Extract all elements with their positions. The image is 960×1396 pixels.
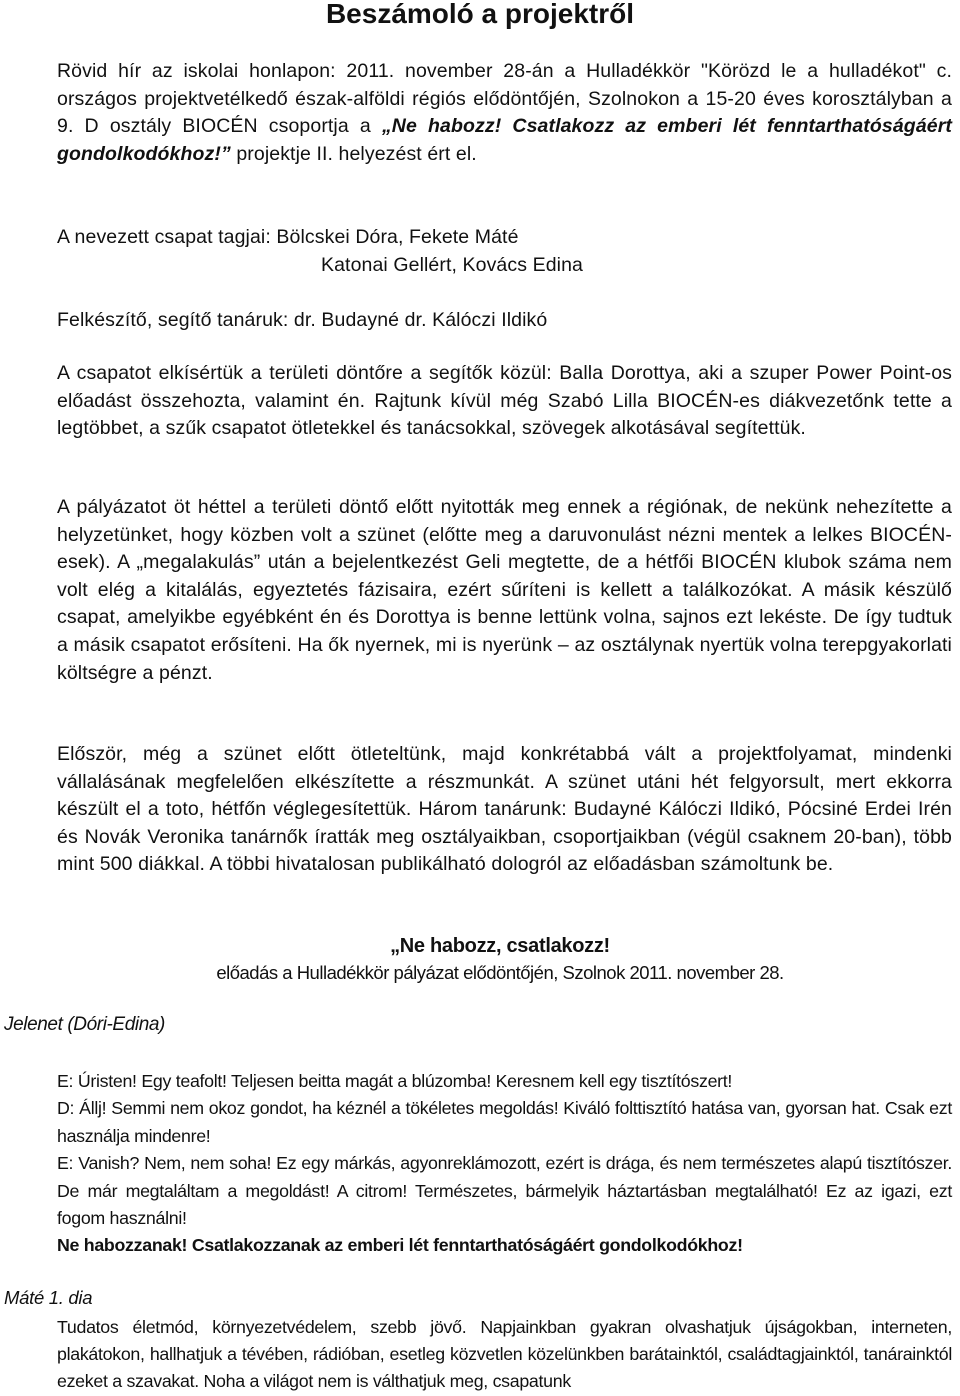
slogan: Ne habozzanak! Csatlakozzanak az emberi lét fenntarthatóságáért gondolkodókhoz!	[57, 1235, 743, 1256]
dialogue-line-d1: D: Állj! Semmi nem okoz gondot, ha kéznél a tökéletes megoldás! Kiváló folttisztító hatása van, gyorsan hat. Csak ezt használja mindenre!	[57, 1098, 952, 1146]
dialogue-block	[57, 1068, 952, 1260]
paragraph-2: A pályázatot öt héttel a területi döntő előtt nyitották meg ennek a régiónak, de nekünk nehezítette a helyzetünket, hogy közben volt a szünet (előtte meg a daruvonulást nézni mentek a lelkes BIOCÉN-esek). A „megalakulás” után a bejelentkezést Geli megtette, de a hétfői BIOCÉN klubok száma nem volt elég a kitalálás, egyeztetés fázisaira, ezért sűríteni is kellett a találkozókat. A másik készülő csapat, amelyikbe egyébként én és Dorottya is benne lettünk volna, sajnos ezt lekéste. De így tudtuk a másik csapatot erősíteni. Ha ők nyernek, mi is nyerünk – az osztálynak nyertük volna terepgyakorlati költségre a pénzt.	[57, 496, 952, 684]
slide-label: Máté 1. dia	[4, 1287, 93, 1308]
dialogue-line-e2: E: Vanish? Nem, nem soha! Ez egy márkás, agyonreklámozott, ezért is drága, és nem természetes alapú tisztítószer. De már megtaláltam a megoldást! A citrom! Természetes, bármelyik háztartásban megtalálható! Ez az igazi, ezt fogom használni!	[57, 1153, 952, 1229]
intro-text-end: projektje II. helyezést ért el.	[230, 142, 477, 165]
project-title: „Ne habozz! Csatlakozz az emberi lét fenntarthatóságáért gondolkodókhoz!”	[57, 115, 952, 165]
paragraph-1: A csapatot elkísértük a területi döntőre a segítők közül: Balla Dorottya, aki a szuper Power Point-os előadást összehozta, valamint én. Rajtunk kívül még Szabó Lilla BIOCÉN-es diákvezetőnk tette a legtöbbet, a szűk csapatot ötletekkel és tanácsokkal, szövegek alkotásával segítettük.	[57, 362, 952, 440]
team-line-1: A nevezett csapat tagjai: Bölcskei Dóra, Fekete Máté	[57, 226, 519, 248]
slide-text: Tudatos életmód, környezetvédelem, szebb jövő. Napjainkban gyakran olvashatjuk újságokban, interneten, plakátokon, hallhatjuk a tévében, rádióban, esetleg közvetlen közelünkben barátainktól, családtagjainktól, tanárainktól ezeket a szavakat. Noha a világot nem is válthatjuk meg, csapatunk	[57, 1317, 952, 1391]
dialogue-line-e1: E: Úristen! Egy teafolt! Teljesen beitta magát a blúzomba! Keresnem kell egy tisztítószert!	[57, 1071, 733, 1091]
teacher-line: Felkészítő, segítő tanáruk: dr. Budayné dr. Kálóczi Ildikó	[57, 309, 548, 331]
team-members	[57, 224, 952, 279]
presentation-heading: „Ne habozz, csatlakozz!	[390, 935, 610, 957]
paragraph-3: Először, még a szünet előtt ötleteltünk, majd konkrétabbá vált a projektfolyamat, mindenki vállalásának megfelelően elkészítette a részmunkát. A szünet utáni hét felgyorsult, mert ekkorra készült el a toto, hétfőn véglegesítettük. Három tanárunk: Budayné Kálóczi Ildikó, Pócsiné Erdei Irén és Novák Veronika tanárnők íratták meg osztályaikban, csoportjaikban (végül csaknem 20-ban), több mint 500 diákkal. A többi hivatalosan publikálható dologról az előadásban számoltunk be.	[57, 743, 952, 876]
document-title: Beszámoló a projektről	[325, 0, 635, 29]
intro-text: Rövid hír az iskolai honlapon: 2011. november 28-án a Hulladékkör "Körözd le a hulladékot" c. országos projektvetélkedő észak-alföldi régiós elődöntőjén, Szolnokon a 15-20 éves korosztályban a 9. D osztály BIOCÉN csoportja a	[57, 60, 952, 138]
intro-paragraph	[57, 58, 952, 168]
presentation-subheading: előadás a Hulladékkör pályázat elődöntőjén, Szolnok 2011. november 28.	[216, 962, 784, 983]
scene-label: Jelenet (Dóri-Edina)	[4, 1014, 165, 1035]
team-line-2: Katonai Gellért, Kovács Edina	[321, 253, 583, 276]
